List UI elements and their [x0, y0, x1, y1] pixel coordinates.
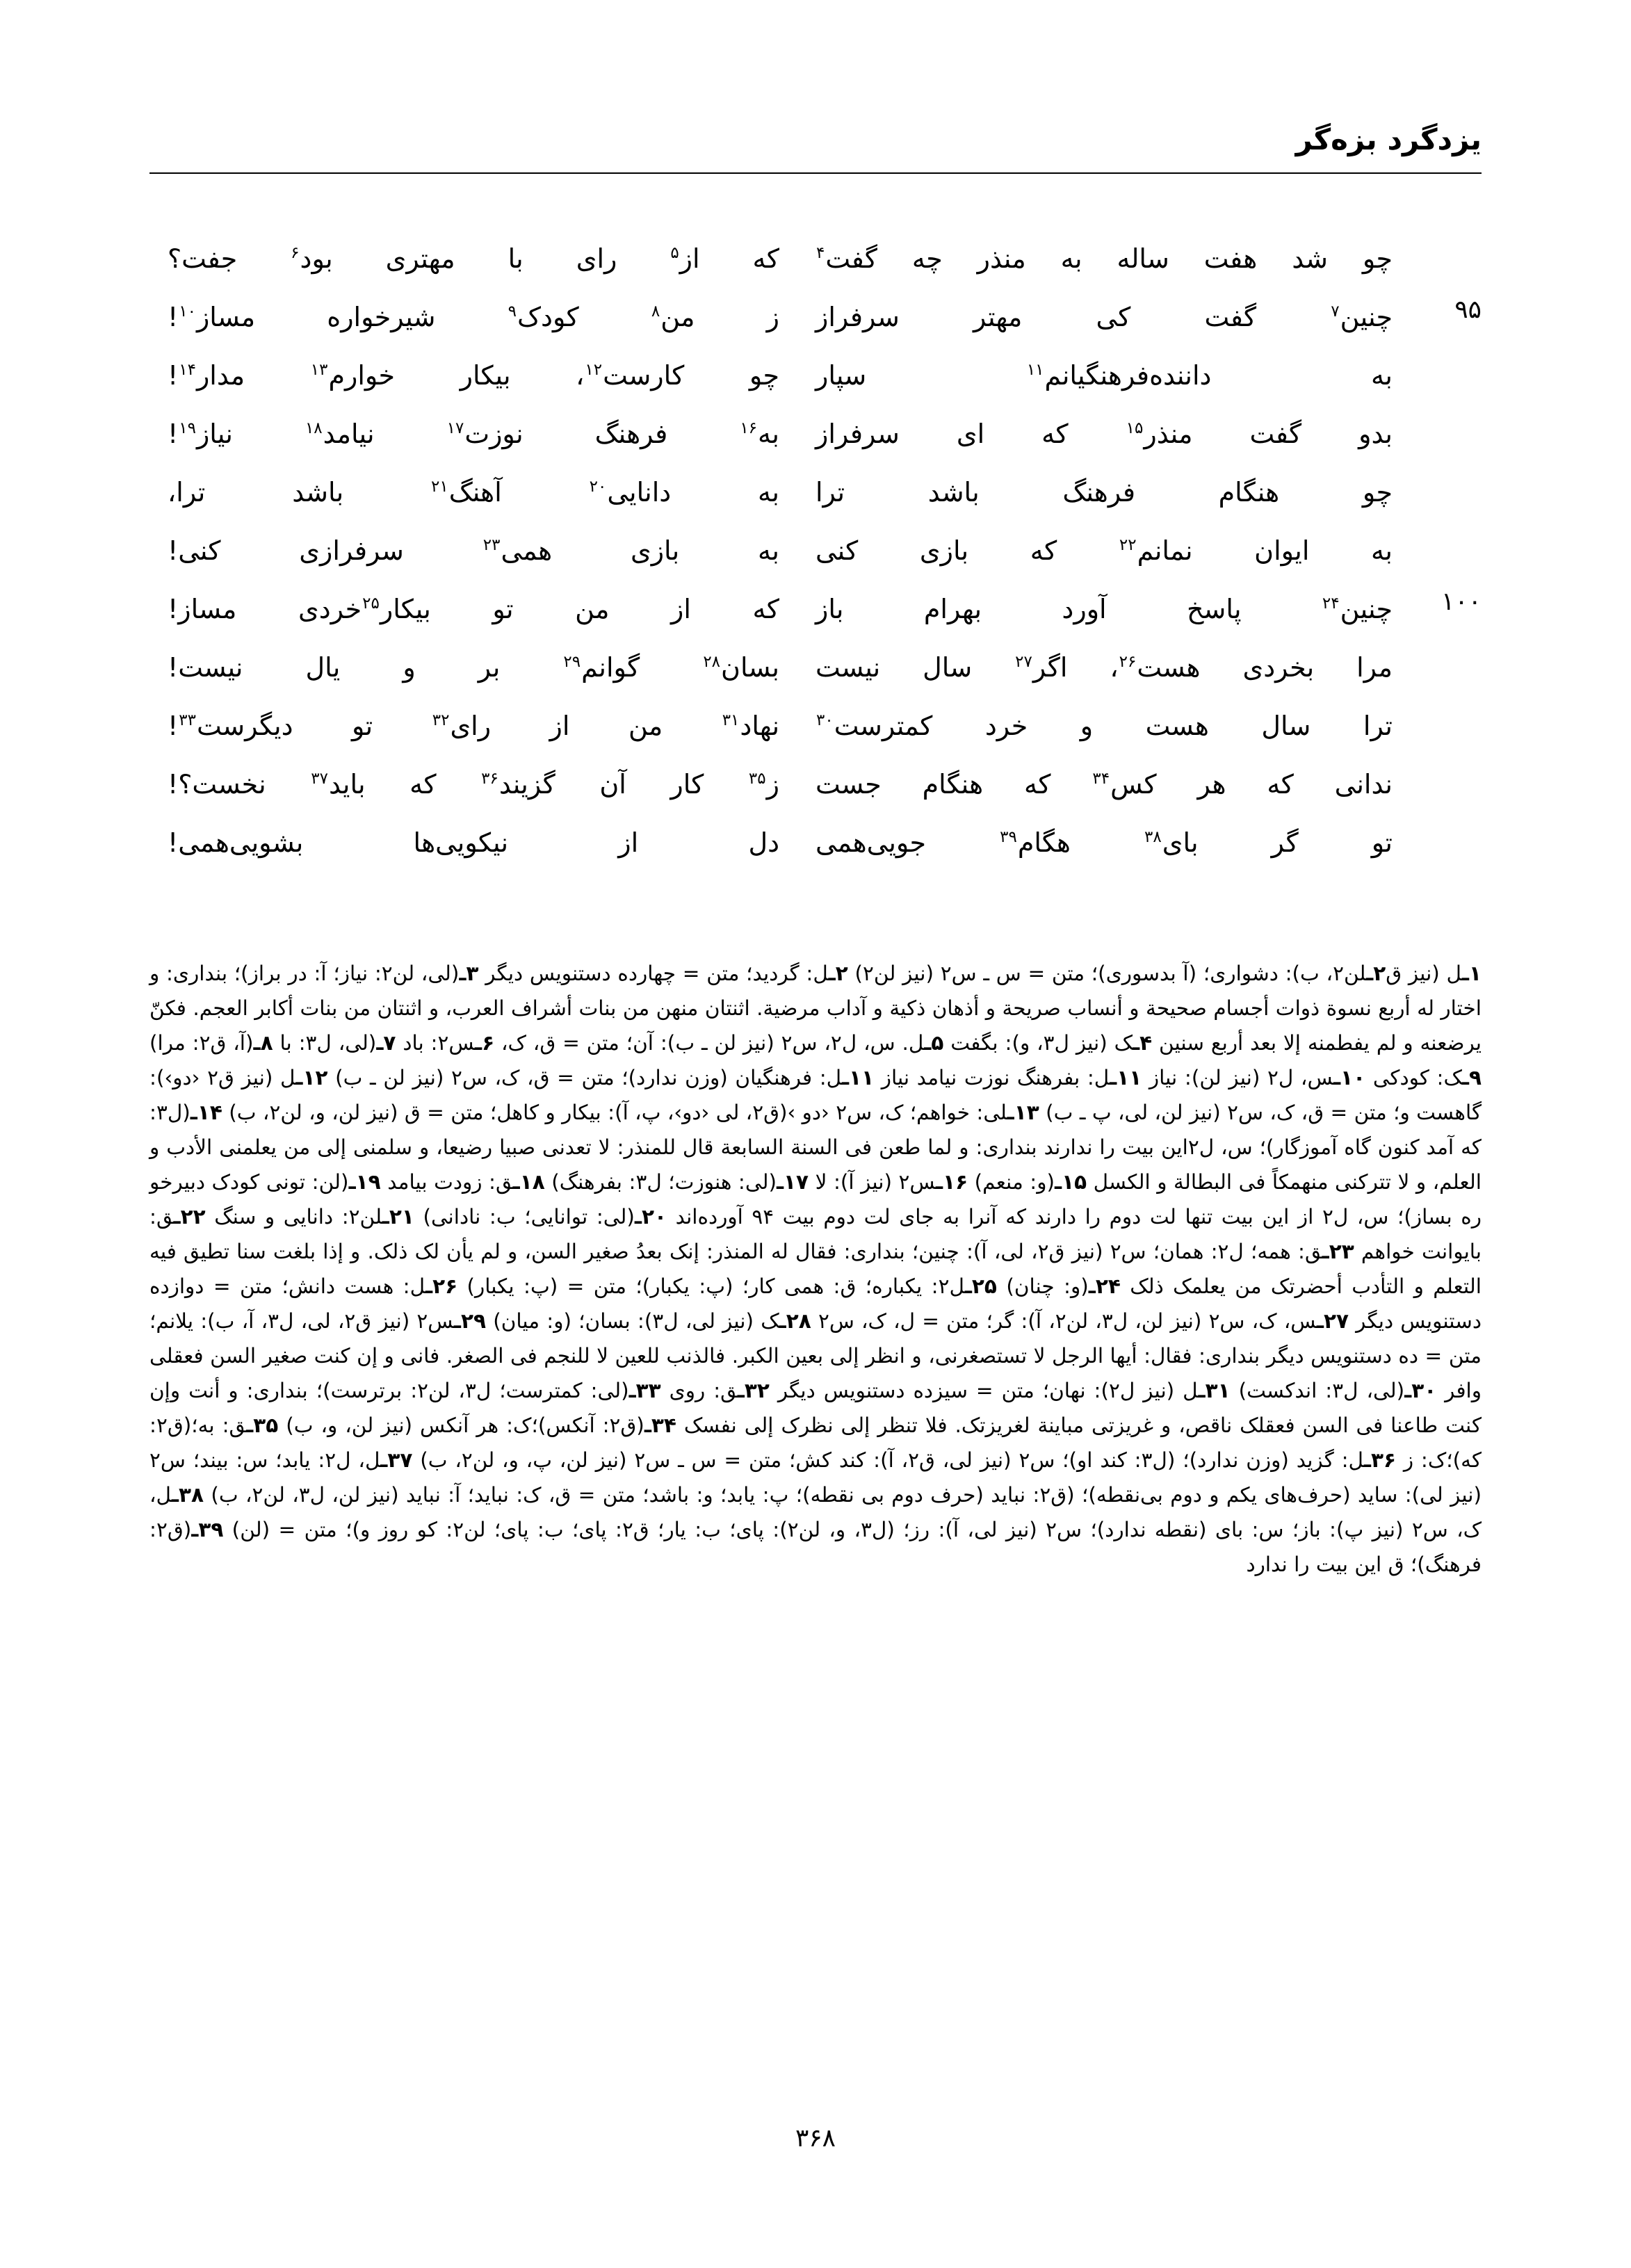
hemistich-second: ز من$^۸$ کودک$^۹$ شیرخواره مساز$^{۱۰}$! — [168, 302, 779, 332]
verse-row — [149, 229, 1482, 288]
hemistich-second: چو کارست$^{۱۲}$، بیکار خوارم$^{۱۳}$ مدار$^{۱۴}$! — [168, 360, 779, 391]
footnote-marker: ۳۷ — [311, 770, 328, 788]
verse-row — [149, 813, 1482, 872]
footnote-marker: ۴ — [816, 244, 825, 263]
apparatus-entry: ۳۳ـ(لی: کمترست؛ ل۳، لن۲: برترست)؛ بنداری: و أنت وإن کنت طاعنا فی السن فعقلک ناقص، و غریزتی مباینة لغریزتک. فلا تنظر — [149, 1379, 1482, 1437]
verse-row — [149, 405, 1482, 463]
footnote-marker: ۲۰ — [589, 478, 607, 496]
footnote-marker: ۳۰ — [816, 711, 834, 730]
footnote-marker: ۱۰ — [179, 302, 196, 321]
footnote-marker: ۲۳ — [482, 536, 501, 555]
folio-page-number: ۳۶۸ — [795, 2124, 836, 2153]
hemistich-second: نهاد$^{۳۱}$ من از رای$^{۳۲}$ تو دیگرست$^{۳۳}$! — [168, 711, 780, 741]
verse-row — [149, 521, 1482, 580]
hemistich-first: چو شد هفت ساله به منذر چه گفت$^۴$ — [816, 243, 1393, 274]
hemistich-second: دل از نیکویی‌ها بشویی‌همی! — [168, 827, 779, 858]
hemistich-second: به بازی همی$^{۲۳}$ سرفرازی کنی! — [168, 535, 779, 566]
apparatus-entry: بای (نقطه ندارد)؛ س۲ (نیز لی، آ): رز؛ (ل۳، و، لن۲): پای؛ ب: یار؛ ق۲: پای؛ ب: پای؛ لن۲: کو روز و)؛ متن = (لن) ۳۹ـ(ق۲: فرهنگ)؛ ق این بیت را ندارد — [149, 1518, 1482, 1576]
apparatus-entry: نیاز؛ آ: در براز)؛ بنداری: و اختار له أربع نسوة ذوات أجسام صحیحة و أنساب صریحة و أذهان ذکیة و آداب مرضیة. اثنتان منهن من — [149, 962, 1482, 1020]
footnote-marker: ۲۲ — [1119, 536, 1137, 555]
apparatus-entry: فقال له المنذر: إنک بعدُ صغیر السن، و لم یأن لک ذلک. و إذا بلغت سنا تطیق فیه التعلم و التأدب أحضرتک من یعلمک ذلک ۲۴ـ(و: — [149, 1240, 1482, 1298]
footnote-marker: ۱۱ — [1026, 361, 1044, 380]
footnote-marker: ۸ — [651, 302, 660, 321]
apparatus-entry: ل۲، س۲ (نیز لن ـ ب): آن؛ متن = ق، ک، ۶ـس۲: باد ۷ـ(لی، ل۳: با ۸ـ(آ، ق۲: مرا) ۹ـک: کودکی ۱۰ـس، ل۲ (نیز لن): نیاز ۱۱ـل: بفرهنگ نوزت — [149, 1031, 1482, 1090]
hemistich-second: که از$^۵$ رای با مهتری بود$^۶$ جفت؟ — [168, 243, 779, 274]
hemistich-second: بسان$^{۲۸}$ گوانم$^{۲۹}$ بر و یال نیست! — [168, 652, 779, 683]
footnote-marker: ۲۷ — [1015, 653, 1032, 672]
footnote-marker: ۳۸ — [1144, 828, 1162, 847]
verse-row — [149, 755, 1482, 813]
apparatus-entry: چنان) ۲۵ـل۲: یکباره؛ ق: همی کار؛ (پ: یکبار)؛ متن = (پ: یکبار) ۲۶ـل: هست دانش؛ متن = دوازده دستنویس دیگر ۲۷ـس، ک، س۲ (نیز لن، ل۳، لن۲، آ): گر؛ متن = ل، ک، س۲ ۲۸ـک (نیز لی، ل۳): بسان؛ (و: میان) ۲۹ـس۲ (نیز ق۲، لی، ل۳، آ، — [149, 1274, 1482, 1333]
footnote-marker: ۳۴ — [1092, 770, 1110, 788]
hemistich-first: بدو گفت منذر$^{۱۵}$ که ای سرفراز — [816, 419, 1393, 449]
apparatus-entry: آموزگار)؛ س، ل۲این بیت را ندارند بنداری: و لما طعن فی السنة السابعة قال للمنذر: لا تعدنی صبیا رضیعا، و سلمنی إلی من یعلمنی — [219, 1135, 1338, 1159]
apparatus-entry: فانی و إن کنت صغیر السن فعقلی وافر ۳۰ـ(لی، ل۳: اندکست) ۳۱ـل (نیز ل۲): نهان؛ متن = سیزده دستنویس دیگر ۳۲ـق: روی — [149, 1344, 1482, 1402]
footnote-marker: ۲۱ — [430, 478, 448, 496]
apparatus-entry: الأدب و العلم، و لا تترکنی منهمکاً فی البطالة و الکسل ۱۵ـ(و: منعم) ۱۶ـس۲ (نیز آ): لا ۱۷ـ(لی: هنوزت؛ ل۳: بفرهنگ) ۱۸ـق: — [149, 1135, 1482, 1194]
verse-number: ۹۵ — [1454, 295, 1482, 324]
footnote-marker: ۲۶ — [1119, 653, 1137, 672]
verse-row — [149, 288, 1482, 346]
footnote-marker: ۳۲ — [432, 711, 450, 730]
footnote-marker: ۳۹ — [1000, 828, 1017, 847]
apparatus-entry: بی‌نقطه)؛ (ق۲: نباید (حرف دوم بی نقطه)؛ پ: یابد؛ و: باشد؛ متن = ق، ک: نباید؛ آ: نباید (نیز لن، ل۳، لن۲، ب) ۳۸ـل، ک، س۲ (نیز پ): باز؛ س: — [149, 1483, 1482, 1541]
hemistich-first: ترا سال هست و خرد کمترست$^{۳۰}$ — [816, 711, 1393, 741]
verse-block — [149, 229, 1482, 872]
apparatus-entry: إلی نظرک إلی نفسک ۳۴ـ(ق۲: آنکس)؛ک: هر آنکس (نیز لن، و، ب) ۳۵ـق: به؛(ق۲: که)؛ک: ز ۳۶ـل: گزید (وزن ندارد)؛ (ل۳: کند او)؛ س۲ — [149, 1414, 1482, 1472]
footnote-marker: ۱۳ — [310, 361, 328, 380]
verse-row — [149, 638, 1482, 697]
hemistich-first: به ایوان نمانم$^{۲۲}$ که بازی کنی — [816, 535, 1393, 566]
footnote-marker: ۱۵ — [1126, 419, 1144, 438]
hemistich-first: تو گر بای$^{۳۸}$ هگام$^{۳۹}$ جویی‌همی — [816, 827, 1393, 858]
footnote-marker: ۳۳ — [179, 711, 196, 730]
footnote-marker: ۳۶ — [481, 770, 498, 788]
footnote-marker: ۳۵ — [748, 770, 766, 788]
footnote-marker: ۳۱ — [722, 711, 740, 730]
apparatus-entry: ب): یلانم؛ متن = ده دستنویس دیگر بنداری: فقال: أیها الرجل لا تستصغرنی، و انظر إلی بعین الکبر. فالذنب للعین لا للنجم فی الصغر. — [149, 1309, 1482, 1368]
hemistich-first: چنین$^۷$ گفت کی مهتر سرفراز — [816, 302, 1393, 332]
apparatus-entry: زودت بیامد ۱۹ـ(لن: تونی کودک دبیرخو ره بساز)؛ س، ل۲ از این بیت تنها لت دوم را دارند که آنرا به جای لت دوم بیت ۹۴ آورده‌اند — [149, 1170, 1482, 1229]
apparatus-entry: بنات أشراف العرب، و اثنتان من بنات أکابر العجم. فکنّ یرضعنه و لم یفطمنه إلا بعد أربع سنین ۴ـک (نیز ل۳، و): بگفت ۵ـل. س، — [149, 996, 1482, 1055]
hemistich-first: ندانی که هر کس$^{۳۴}$ که هنگام جست — [816, 769, 1393, 800]
hemistich-second: که از من تو بیکار$^{۲۵}$خردی مساز! — [168, 594, 779, 624]
running-header — [149, 122, 1482, 202]
footnote-marker: ۱۷ — [446, 419, 464, 438]
footnote-marker: ۷ — [1331, 302, 1340, 321]
footnote-marker: ۹ — [508, 302, 517, 321]
verse-number: ۱۰۰ — [1441, 588, 1482, 616]
hemistich-second: به$^{۱۶}$ فرهنگ نوزت$^{۱۷}$ نیامد$^{۱۸}$ نیاز$^{۱۹}$! — [168, 419, 779, 449]
verse-row — [149, 580, 1482, 638]
hemistich-second: ز$^{۳۵}$ کار آن گزیند$^{۳۶}$ که باید$^{۳۷}$ نخست؟! — [168, 769, 779, 800]
footnote-marker: ۱۴ — [179, 361, 196, 380]
apparatus-entry: (نیز لی، ق۲، آ): کند کش؛ متن = س ـ س۲ (نیز لن، پ، و، لن۲، ب) ۳۷ـل، ل۲: یابد؛ س: بیند؛ س۲ (نیز لی): ساید (حرف‌های یکم و دوم — [149, 1448, 1482, 1507]
footnote-marker: ۱۲ — [585, 361, 603, 380]
footnote-marker: ۱۸ — [305, 419, 323, 438]
verse-row — [149, 346, 1482, 405]
apparatus-entry: ۲۰ـ(لی: توانایی؛ ب: نادانی) ۲۱ـلن۲: دانایی و سنگ ۲۲ـق: بایوانت خواهم ۲۳ـق: همه؛ ل۲: همان؛ س۲ (نیز ق۲، لی، آ): چنین؛ بنداری: — [149, 1205, 1482, 1263]
footnote-marker: ۱۶ — [740, 419, 758, 438]
verse-row — [149, 463, 1482, 521]
hemistich-second: به دانایی$^{۲۰}$ آهنگ$^{۲۱}$ باشد ترا، — [168, 477, 780, 508]
hemistich-first: به داننده‌فرهنگیانم$^{۱۱}$ سپار — [816, 360, 1393, 391]
verse-row — [149, 697, 1482, 755]
footnote-marker: ۲۴ — [1322, 594, 1340, 613]
footnote-marker: ۲۸ — [703, 653, 721, 672]
apparatus-entry: نیامد نیاز ۱۱ـل: فرهنگیان (وزن ندارد)؛ متن = ق، ک، س۲ (نیز لن ـ ب) ۱۲ـل (نیز ق۲ ‹دو›): گاهست و؛ متن = ق، ک، س۲ (نیز لن، لی، — [149, 1066, 1482, 1124]
footnote-marker: ۲۹ — [563, 653, 581, 672]
hemistich-first: چو هنگام فرهنگ باشد ترا — [816, 477, 1393, 508]
footnote-marker: ۱۹ — [179, 419, 196, 438]
hemistich-first: مرا بخردی هست$^{۲۶}$، اگر$^{۲۷}$ سال نیست — [816, 652, 1393, 683]
footnote-marker: ۶ — [291, 244, 300, 263]
page-title: یزدگرد بزه‌گر — [1295, 122, 1482, 156]
apparatus-entry: پ ـ ب) ۱۳ـلی: خواهم؛ ک، س۲ ‹دو ›(ق۲، لی ‹دو›، پ، آ): بیکار و کاهل؛ متن = ق (نیز لن، و، لن۲، ب) ۱۴ـ(ل۳: که آمد کنون گاه — [149, 1101, 1482, 1159]
hemistich-first: چنین$^{۲۴}$ پاسخ آورد بهرام باز — [816, 594, 1393, 624]
apparatus-entry: ۱ـل (نیز ق۲ـلن۲، ب): دشواری؛ (آ بدسوری)؛ متن = س ـ س۲ (نیز لن۲) ۲ـل: گردید؛ متن = چهارده دستنویس دیگر ۳ـ(لی، لن۲: — [374, 962, 1482, 985]
critical-apparatus — [149, 956, 1482, 1582]
header-divider-rule — [149, 172, 1482, 174]
footnote-marker: ۵ — [670, 244, 679, 263]
footnote-marker: ۲۵ — [362, 594, 380, 613]
